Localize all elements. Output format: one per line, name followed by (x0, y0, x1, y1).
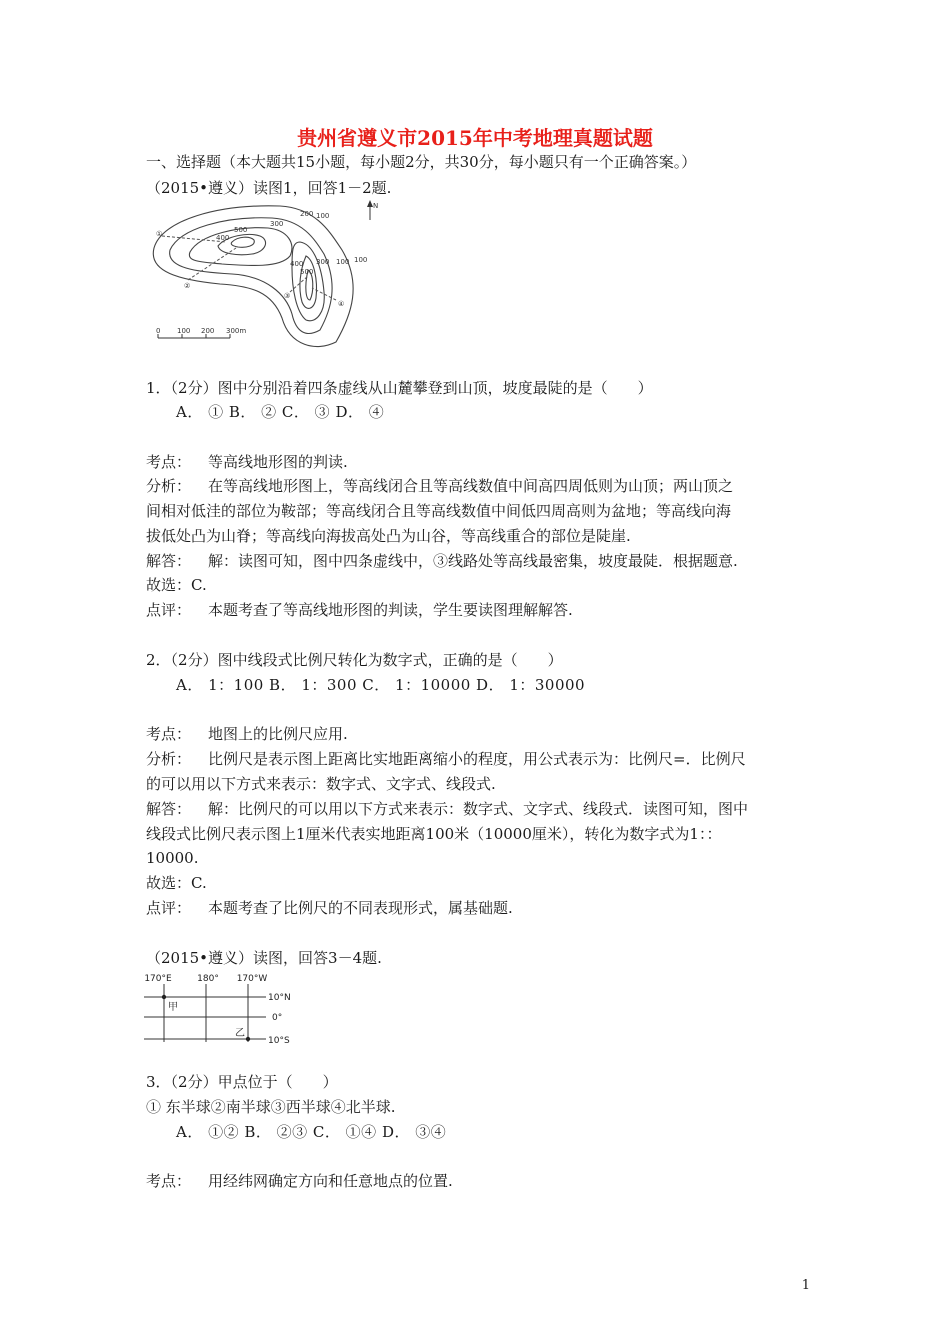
section-heading: 一、选择题（本大题共15小题，每小题2分，共30分，每小题只有一个正确答案。） (146, 153, 697, 171)
kaodian-text: 等高线地形图的判读. (208, 453, 348, 471)
contour-label: 300 (316, 258, 330, 266)
scale-label: 300m (226, 327, 247, 335)
contour-label: 500 (300, 268, 314, 276)
latitude-label: 10°N (268, 993, 291, 1003)
question-1-options: A． ① B． ② C． ③ D． ④ (176, 403, 385, 421)
fenxi-text: 在等高线地形图上，等高线闭合且等高线数值中间高四周低则为山顶；两山顶之 (208, 477, 734, 495)
scale-label: 0 (156, 327, 161, 335)
question-1-stem: 1．（2分）图中分别沿着四条虚线从山麓攀登到山顶，坡度最陡的是（ ） (146, 379, 653, 397)
longitude-label: 180° (197, 974, 219, 984)
dianping-text: 本题考查了等高线地形图的判读，学生要读图理解解答. (208, 601, 573, 619)
contour-label: 500 (234, 226, 248, 234)
contour-label: 400 (216, 234, 230, 242)
point-a-label: 甲 (168, 1002, 178, 1013)
point-b-label: 乙 (235, 1028, 245, 1039)
kaodian-text: 地图上的比例尺应用. (208, 725, 348, 743)
contour-line (153, 206, 353, 347)
latitude-label: 10°S (268, 1036, 290, 1046)
question-3-stem: 3．（2分）甲点位于（ ） (146, 1073, 338, 1091)
longitude-label: 170°W (236, 974, 268, 984)
point-a-marker (162, 995, 166, 999)
kaodian-label: 考点： (146, 1172, 192, 1190)
jieda-label: 解答： (146, 800, 192, 818)
answer-choice: 故选：C. (146, 874, 207, 892)
dianping-label: 点评： (146, 899, 192, 917)
contour-label: 400 (290, 260, 304, 268)
jieda-text: 线段式比例尺表示图上1厘米代表实地距离100米（10000厘米），转化为数字式为1：： (146, 825, 722, 843)
question-2-stem: 2．（2分）图中线段式比例尺转化为数字式，正确的是（ ） (146, 651, 563, 669)
contour-label: 100 (316, 212, 330, 220)
page-title: 贵州省遵义市2015年中考地理真题试题 (297, 126, 653, 150)
contour-label: 100 (336, 258, 350, 266)
jieda-text: 解：比例尺的可以用以下方式来表示：数字式、文字式、线段式．读图可知，图中 (208, 800, 749, 818)
jieda-text: 10000. (146, 849, 199, 867)
north-arrow (367, 200, 378, 220)
fenxi-label: 分析： (146, 477, 192, 495)
question-2-options: A． 1：100 B． 1：300 C． 1：10000 D． 1：30000 (176, 676, 586, 694)
question-intro: （2015•遵义）读图1，回答1－2题. (146, 179, 392, 197)
scale-bar (156, 327, 246, 338)
question-3-options: A． ①② B． ②③ C． ①④ D． ③④ (176, 1123, 447, 1141)
question-intro: （2015•遵义）读图，回答3－4题. (146, 949, 382, 967)
kaodian-label: 考点： (146, 725, 192, 743)
dianping-label: 点评： (146, 601, 192, 619)
contour-label: 300 (270, 220, 284, 228)
fenxi-text: 拔低处凸为山脊；等高线向海拔高处凸为山谷，等高线重合的部位是陡崖. (146, 527, 631, 545)
longitude-label: 170°E (144, 974, 172, 984)
page-number: 1 (801, 1278, 810, 1293)
point-b-marker (246, 1037, 250, 1041)
scale-label: 200 (201, 327, 215, 335)
dianping-text: 本题考查了比例尺的不同表现形式，属基础题. (208, 899, 513, 917)
answer-choice: 故选：C. (146, 576, 207, 594)
fenxi-text: 比例尺是表示图上距离比实地距离缩小的程度，用公式表示为：比例尺=．比例尺 (208, 750, 746, 768)
route-label: ① (156, 230, 163, 238)
contour-line (231, 237, 254, 247)
route-label: ② (184, 282, 191, 290)
kaodian-label: 考点： (146, 453, 192, 471)
kaodian-text: 用经纬网确定方向和任意地点的位置. (208, 1172, 453, 1190)
route-label: ④ (338, 300, 345, 308)
fenxi-text: 间相对低洼的部位为鞍部；等高线闭合且等高线数值中间低四周高则为盆地；等高线向海 (146, 502, 732, 520)
north-label: N (373, 202, 379, 210)
route-label: ③ (284, 292, 291, 300)
contour-label: 200 (300, 210, 314, 218)
jieda-label: 解答： (146, 552, 192, 570)
question-3-choices: ① 东半球②南半球③西半球④北半球. (146, 1098, 396, 1116)
contour-map-figure (140, 196, 380, 352)
contour-label: 100 (354, 256, 368, 264)
scale-label: 100 (177, 327, 191, 335)
fenxi-label: 分析： (146, 750, 192, 768)
jieda-text: 解：读图可知，图中四条虚线中，③线路处等高线最密集，坡度最陡．根据题意. (208, 552, 738, 570)
graticule-map-figure (140, 970, 310, 1046)
latitude-label: 0° (272, 1013, 283, 1023)
fenxi-text: 的可以用以下方式来表示：数字式、文字式、线段式. (146, 775, 496, 793)
